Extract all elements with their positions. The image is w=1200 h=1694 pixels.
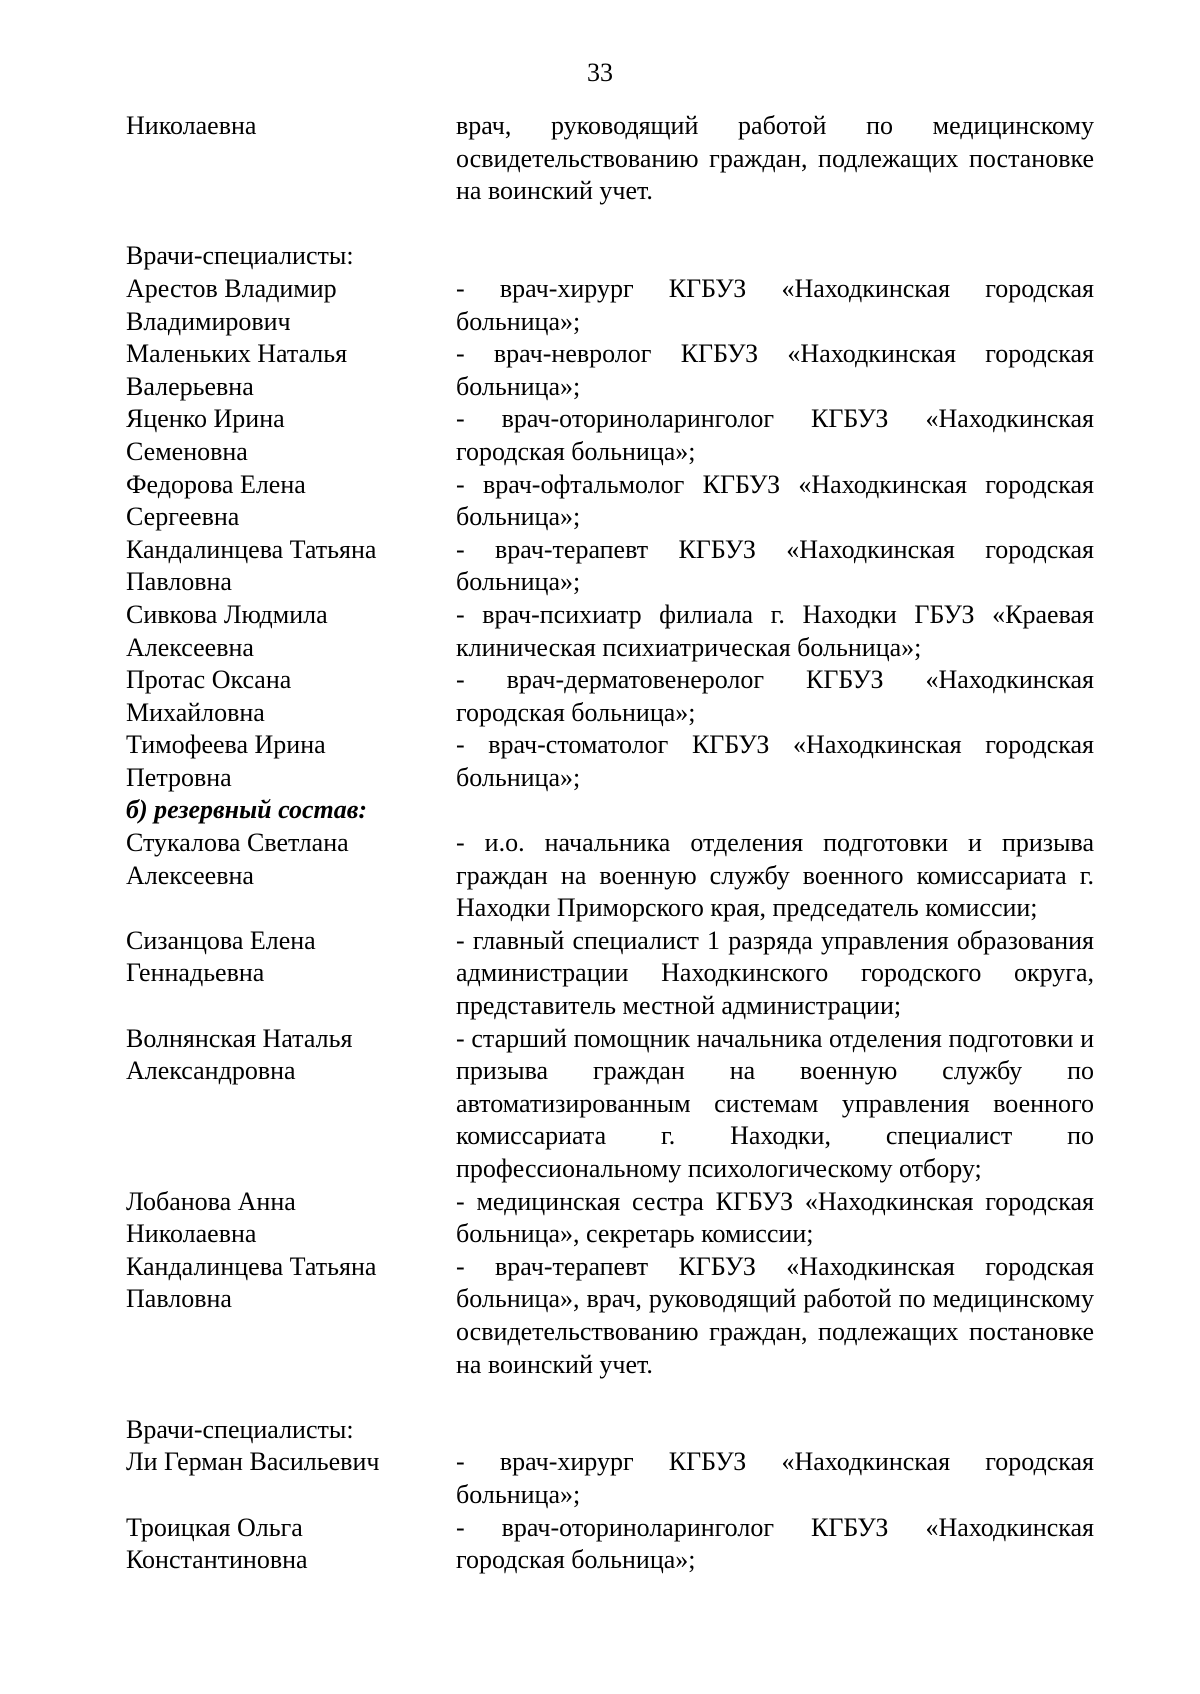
member-position: - врач-стоматолог КГБУЗ «Находкинская городская больница»;	[456, 730, 1094, 792]
member-name: Сивкова Людмила Алексеевна	[126, 599, 328, 662]
member-row	[0, 534, 1200, 599]
member-position: - врач-терапевт КГБУЗ «Находкинская городская больница», врач, руководящий работой по медицинскому освидетельствованию граждан, подлежащих постановке на воинский учет.	[456, 1251, 1094, 1379]
member-name: Яценко Ирина Семеновна	[126, 404, 285, 466]
member-row	[0, 469, 1200, 534]
member-name: Троицкая Ольга Константиновна	[126, 1512, 308, 1575]
member-row	[0, 273, 1200, 338]
member-name: Протас Оксана Михайловна	[126, 665, 292, 727]
member-position: - врач-психиатр филиала г. Находки ГБУЗ «Краевая клиническая психиатрическая больница»;	[456, 599, 1094, 662]
member-row	[0, 403, 1200, 468]
member-row	[0, 664, 1200, 729]
member-row	[0, 925, 1200, 1023]
member-name: Арестов Владимир Владимирович	[126, 273, 337, 336]
member-position: - старший помощник начальника отделения подготовки и призыва граждан на военную службу по автоматизированным системам управления военного комиссариата г. Находки, специалист по профессиональному психологическому отбору;	[456, 1023, 1094, 1183]
member-row	[0, 827, 1200, 925]
member-position: - и.о. начальника отделения подготовки и призыва граждан на военную службу военного комиссариата г. Находки Приморского края, председатель комиссии;	[456, 828, 1094, 923]
member-row	[0, 599, 1200, 664]
member-row	[0, 110, 1200, 208]
member-name: Кандалинцева Татьяна Павловна	[126, 534, 377, 597]
member-position: - врач-терапевт КГБУЗ «Находкинская городская больница»;	[456, 534, 1094, 597]
member-name: Николаевна	[126, 111, 257, 140]
member-name: Волнянская Наталья Александровна	[126, 1023, 353, 1086]
member-name: Маленьких Наталья Валерьевна	[126, 339, 348, 401]
member-name: Тимофеева Ирина Петровна	[126, 730, 326, 792]
member-position: - врач-оториноларинголог КГБУЗ «Находкинская городская больница»;	[456, 404, 1094, 466]
member-row	[0, 338, 1200, 403]
member-position: - главный специалист 1 разряда управления образования администрации Находкинского городского округа, представитель местной администрации;	[456, 925, 1094, 1021]
member-name: Ли Герман Васильевич	[126, 1447, 380, 1477]
section-heading: Врачи-специалисты:	[126, 1414, 354, 1444]
section-subheading: б) резервный состав:	[126, 795, 367, 825]
member-position: - врач-невролог КГБУЗ «Находкинская городская больница»;	[456, 339, 1094, 401]
member-row	[0, 1251, 1200, 1381]
member-position: - врач-офтальмолог КГБУЗ «Находкинская городская больница»;	[456, 469, 1094, 532]
member-name: Лобанова Анна Николаевна	[126, 1186, 296, 1249]
member-position: - врач-оториноларинголог КГБУЗ «Находкинская городская больница»;	[456, 1512, 1094, 1575]
member-row	[0, 1186, 1200, 1251]
member-name: Федорова Елена Сергеевна	[126, 469, 306, 532]
member-row	[0, 1512, 1200, 1577]
member-position: врач, руководящий работой по медицинскому освидетельствованию граждан, подлежащих постановке на воинский учет.	[456, 111, 1094, 206]
page-number: 33	[587, 58, 613, 87]
member-position: - врач-хирург КГБУЗ «Находкинская городская больница»;	[456, 273, 1094, 336]
member-position: - медицинская сестра КГБУЗ «Находкинская городская больница», секретарь комиссии;	[456, 1186, 1094, 1249]
member-row	[0, 1023, 1200, 1186]
member-position: - врач-дерматовенеролог КГБУЗ «Находкинская городская больница»;	[456, 665, 1094, 727]
section-heading: Врачи-специалисты:	[126, 241, 354, 271]
member-name: Кандалинцева Татьяна Павловна	[126, 1251, 377, 1314]
member-position: - врач-хирург КГБУЗ «Находкинская городская больница»;	[456, 1447, 1094, 1509]
member-row	[0, 729, 1200, 794]
member-name: Сизанцова Елена Геннадьевна	[126, 925, 316, 988]
commission-list	[0, 110, 1200, 1577]
member-row	[0, 1446, 1200, 1511]
member-name: Стукалова Светлана Алексеевна	[126, 828, 349, 890]
